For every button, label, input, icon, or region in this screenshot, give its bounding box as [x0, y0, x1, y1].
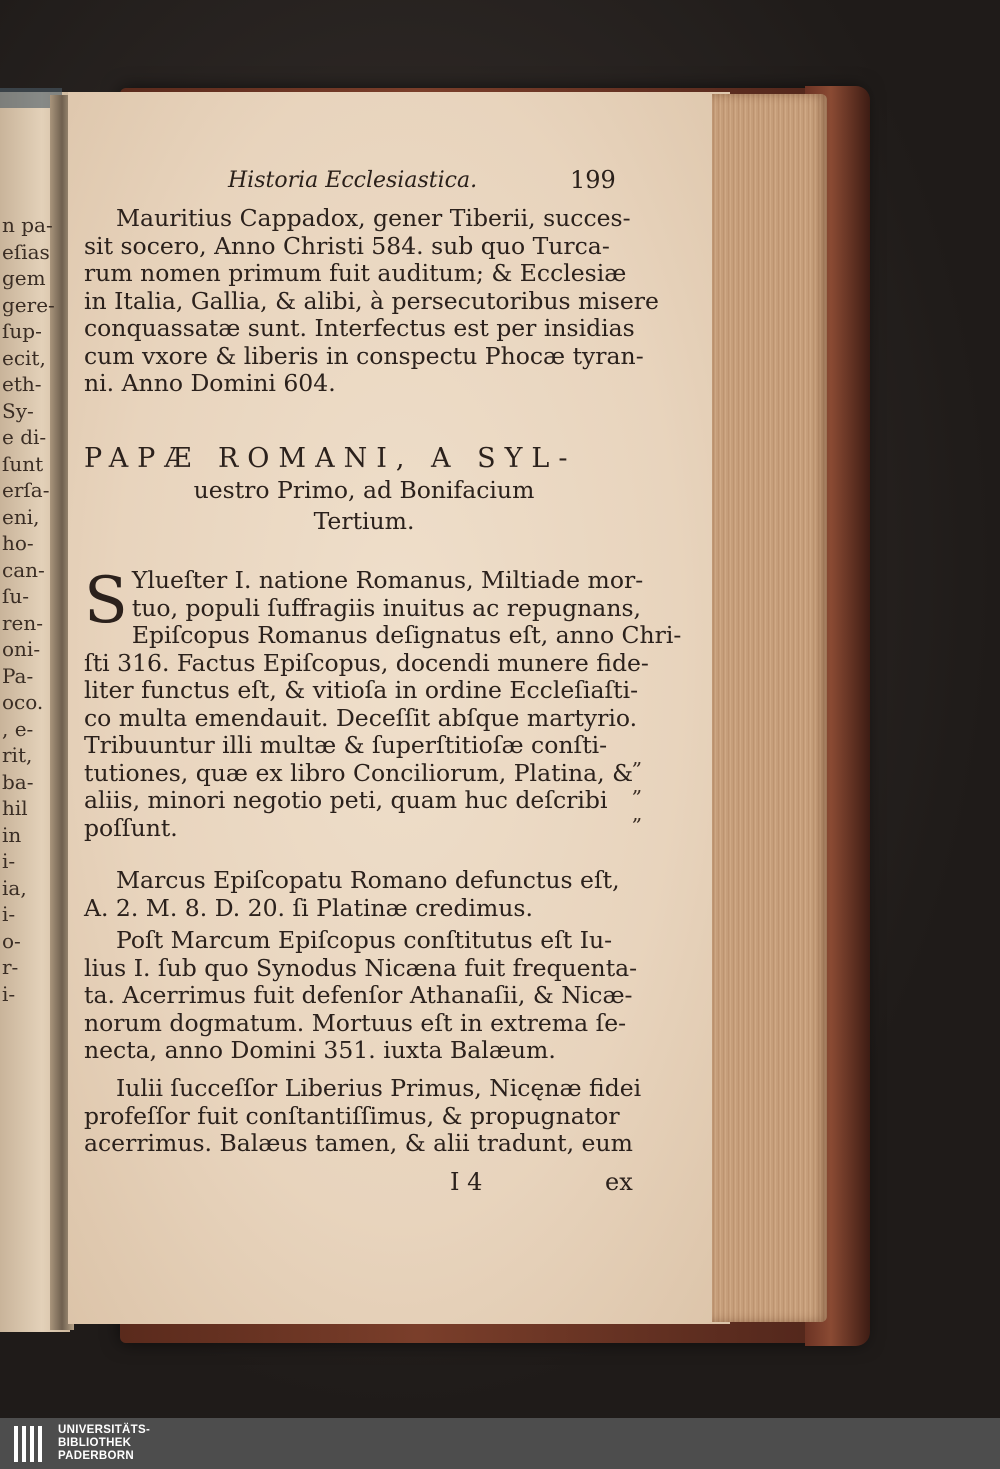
library-line-2: BIBLIOTHEK	[58, 1437, 132, 1449]
left-page-fragment: ſu-	[2, 584, 30, 608]
text-line: rum nomen primum fuit auditum; & Ecclesiæ	[84, 259, 627, 287]
section-heading	[84, 445, 644, 536]
left-page-fragment: ſup-	[2, 319, 42, 343]
left-page-fragment: oco.	[2, 690, 44, 714]
left-page-fragment: in	[2, 822, 22, 847]
left-page-fragment: n pa-	[2, 213, 53, 237]
heading-line: Tertium.	[313, 507, 415, 535]
left-page-fragment: i-	[2, 849, 16, 873]
left-page-fragment: oni-	[2, 637, 41, 661]
left-page-fragment: erſa-	[2, 478, 50, 502]
text-line: norum dogmatum. Mortuus eſt in extrema ſe-	[84, 1008, 627, 1037]
paragraph-sylvester	[84, 564, 682, 842]
left-page-fragment: ia,	[2, 875, 27, 900]
left-page-fragment: , e-	[2, 716, 34, 741]
text-line: Iulii ſucceſſor Liberius Primus, Nicęnæ fidei	[116, 1074, 642, 1102]
signature-mark: I 4	[450, 1168, 483, 1196]
page-edges	[712, 94, 827, 1322]
library-line-3: PADERBORN	[58, 1450, 134, 1462]
left-page-fragment: ſunt	[2, 451, 44, 476]
text-line: lius I. ſub quo Synodus Nicæna fuit frequenta-	[84, 953, 638, 982]
margin-quote-mark: „	[632, 773, 643, 797]
left-page-fragment: can-	[2, 557, 45, 582]
margin-quote-mark: „	[632, 801, 643, 825]
text-line: Marcus Epiſcopatu Romano defunctus eſt,	[116, 866, 620, 894]
text-line: Ylueſter I. natione Romanus, Miltiade mor-	[131, 566, 644, 594]
text-line: Poſt Marcum Epiſcopus conſtitutus eſt Iu-	[116, 926, 613, 954]
left-page-fragment: Sy-	[2, 398, 34, 423]
left-page-fragment: eſias	[2, 239, 50, 264]
paragraph-mauritius	[84, 204, 659, 398]
text-line: co multa emendauit. Deceſſit abſque martyrio.	[84, 703, 638, 732]
margin-quote-mark: „	[632, 745, 643, 769]
text-line: cum vxore & liberis in conspectu Phocæ tyran-	[84, 341, 644, 370]
left-page-fragment: eni,	[2, 504, 40, 529]
left-page-fragment: i-	[2, 902, 16, 926]
running-head: Historia Ecclesiastica.	[228, 168, 478, 193]
left-page-fragment: gere-	[2, 292, 55, 317]
left-page-fragment: e di-	[2, 425, 47, 449]
text-line: conquassatæ sunt. Interfectus est per insidias	[84, 314, 635, 342]
paragraph-julius	[84, 927, 644, 1065]
left-page-fragment: ho-	[2, 531, 34, 555]
heading-line: PAPÆ ROMANI, A SYL-	[84, 443, 577, 474]
text-line: in Italia, Gallia, & alibi, à persecutoribus misere	[84, 286, 659, 315]
text-line: sit socero, Anno Christi 584. sub quo Turca-	[84, 231, 610, 260]
text-line: tuo, populi ſuffragiis inuitus ac repugnans,	[131, 593, 641, 622]
page-number: 199	[570, 166, 616, 194]
drop-cap: S	[84, 564, 128, 638]
text-line: aliis, minori negotio peti, quam huc deſcribi	[84, 786, 608, 814]
text-line: Epiſcopus Romanus deſignatus eſt, anno Chri-	[131, 621, 682, 649]
paragraph-marcus	[84, 867, 644, 922]
left-page-fragment: rit,	[2, 743, 33, 767]
heading-line: uestro Primo, ad Bonifacium	[193, 475, 535, 504]
left-page-fragment: r-	[2, 955, 19, 979]
library-line-1: UNIVERSITÄTS-	[58, 1424, 151, 1436]
text-line: A. 2. M. 8. D. 20. ſi Platinæ credimus.	[84, 893, 533, 922]
catchword: ex	[605, 1168, 633, 1196]
text-line: necta, anno Domini 351. iuxta Balæum.	[84, 1036, 556, 1064]
left-page-fragment: hil	[2, 796, 28, 820]
left-page-fragment: ba-	[2, 769, 34, 794]
library-name	[58, 1424, 150, 1463]
left-page-fragment: ren-	[2, 610, 44, 635]
text-line: liter functus eſt, & vitioſa in ordine Eccleſiaſti-	[84, 676, 639, 704]
text-line: Mauritius Cappadox, gener Tiberii, succes-	[116, 204, 631, 232]
text-line: poſſunt.	[84, 813, 178, 842]
text-line: acerrimus. Balæus tamen, & alii tradunt, eum	[84, 1129, 633, 1157]
library-logo-icon	[12, 1424, 50, 1464]
text-line: Tribuuntur illi multæ & ſuperſtitioſæ conſti-	[84, 731, 608, 759]
text-line: ni. Anno Domini 604.	[84, 369, 336, 397]
left-page-fragment: gem	[2, 266, 46, 290]
text-line: ſti 316. Factus Epiſcopus, docendi munere fide-	[84, 648, 649, 677]
left-page-fragment: o-	[2, 928, 21, 953]
text-line: ta. Acerrimus fuit defenſor Athanaſii, & Nicæ-	[84, 981, 633, 1009]
left-page-fragment: ecit,	[2, 345, 46, 370]
left-page-text	[2, 0, 55, 1330]
text-line: profeſſor fuit conſtantiſſimus, & propugnator	[84, 1101, 620, 1130]
left-page-fragment: eth-	[2, 372, 42, 396]
left-page-fragment: i-	[2, 981, 16, 1006]
paragraph-liberius	[84, 1075, 644, 1158]
library-footer	[0, 1418, 1000, 1469]
text-line: tutiones, quæ ex libro Conciliorum, Platina, &	[84, 758, 634, 787]
left-page-fragment: Pa-	[2, 663, 34, 688]
